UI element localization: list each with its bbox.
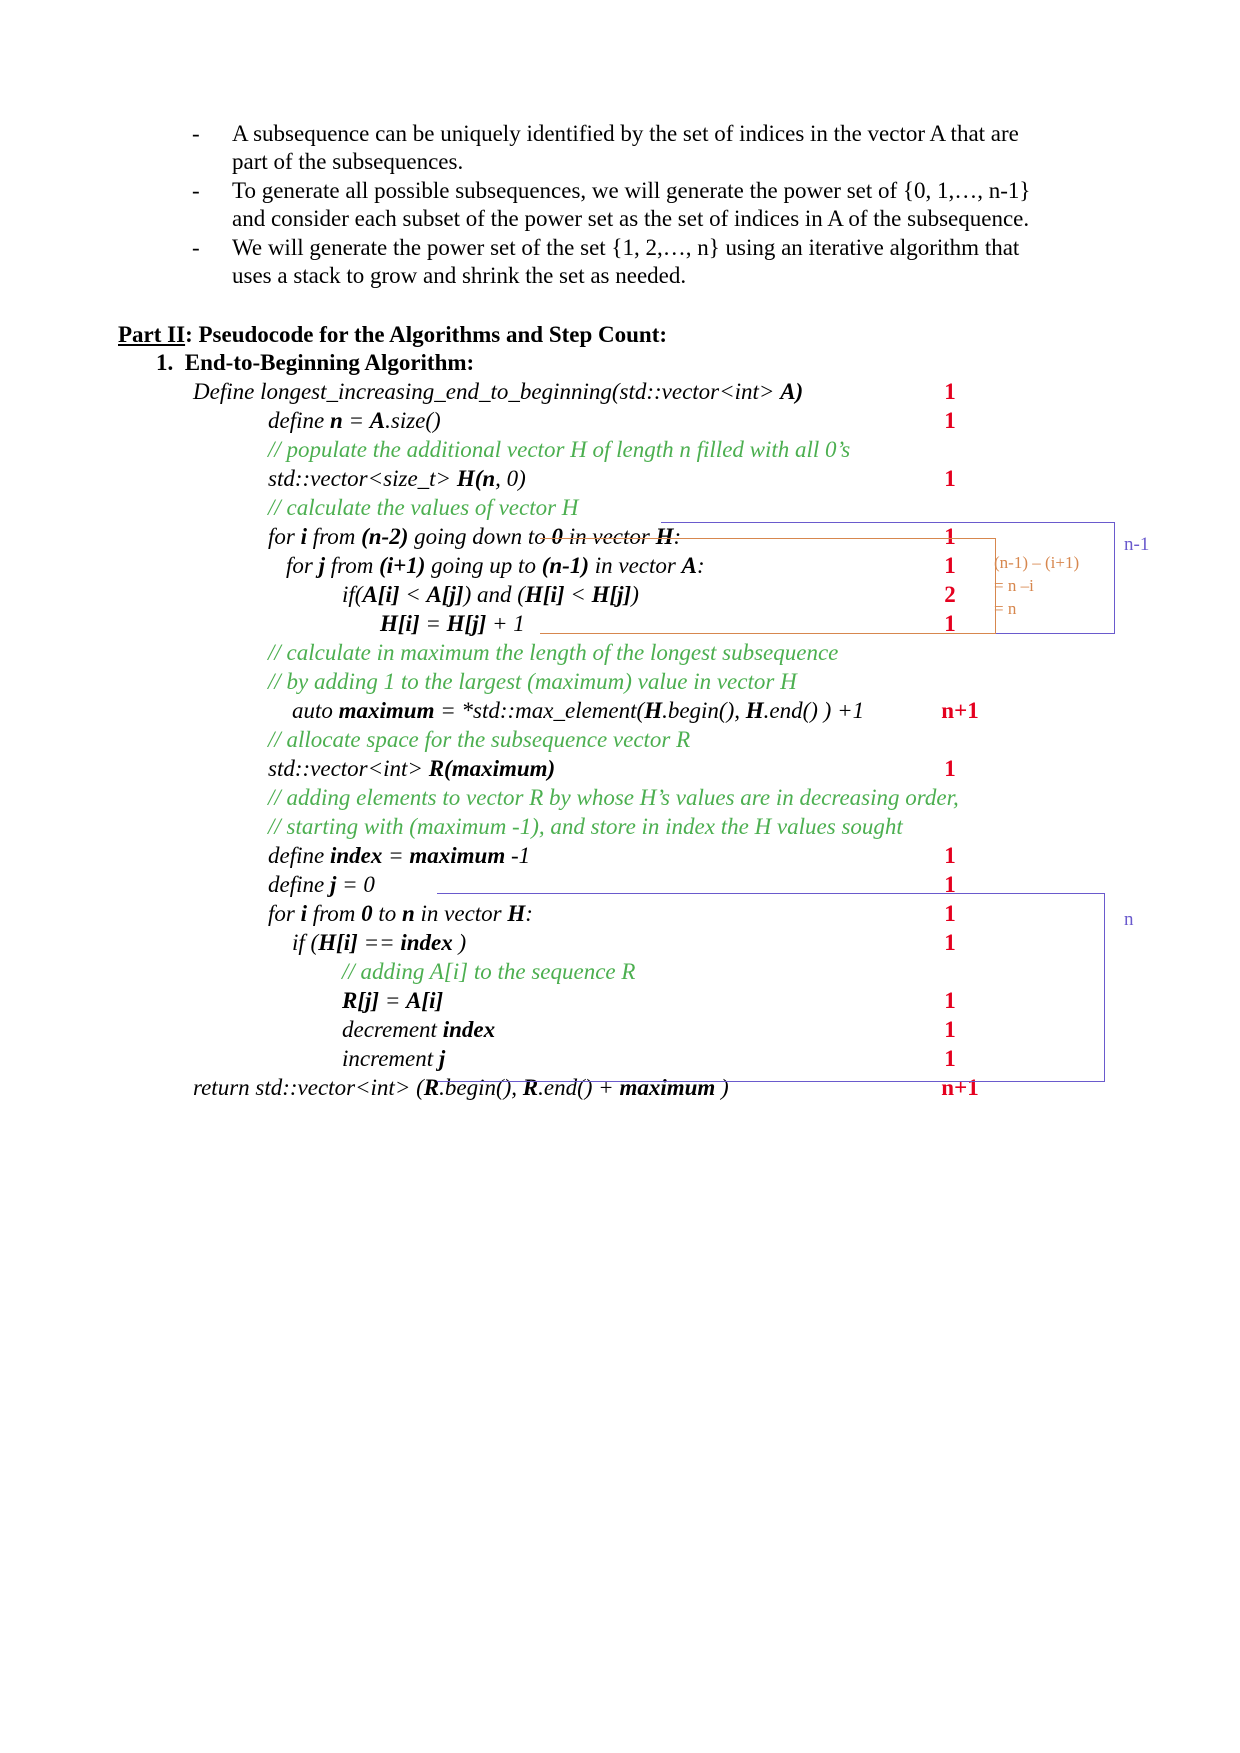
- code-decrement: decrement index: [342, 1017, 496, 1042]
- code-define-index: define index = maximum -1: [268, 843, 531, 868]
- comment-adding-2: // starting with (maximum -1), and store in index the H values sought: [268, 814, 903, 839]
- second-loop-annotation: n: [1124, 909, 1134, 930]
- code-define-j: define j = 0: [268, 872, 375, 897]
- code-vector-R: std::vector<int> R(maximum): [268, 756, 556, 781]
- code-for-j: for j from (i+1) going up to (n-1) in vector A:: [286, 553, 705, 578]
- bullet-marker: -: [192, 235, 200, 260]
- comment-calc-H: // calculate the values of vector H: [268, 495, 579, 520]
- subsection-number: 1.: [156, 350, 174, 375]
- step-count: 1: [944, 988, 956, 1013]
- code-return: return std::vector<int> (R.begin(), R.end() + maximum ): [193, 1075, 729, 1100]
- bullet-2-line-2: and consider each subset of the power set as the set of indices in A of the subsequence.: [232, 206, 1030, 231]
- step-count: 1: [944, 379, 956, 404]
- comment-calc-max-2: // by adding 1 to the largest (maximum) value in vector H: [268, 669, 797, 694]
- step-count: 1: [944, 611, 956, 636]
- step-count: 1: [944, 1017, 956, 1042]
- code-if-H: if (H[i] == index ): [292, 930, 467, 955]
- subsection-title: End-to-Beginning Algorithm:: [184, 350, 475, 375]
- section-heading: [118, 322, 667, 348]
- step-count: n+1: [941, 698, 979, 723]
- step-count: n+1: [941, 1075, 979, 1100]
- step-count: 1: [944, 872, 956, 897]
- comment-allocate: // allocate space for the subsequence vector R: [268, 727, 691, 752]
- section-part: Part II: [118, 322, 186, 347]
- function-signature: Define longest_increasing_end_to_beginning(std::vector<int> A): [193, 379, 804, 404]
- bullet-2-line-1: To generate all possible subsequences, we will generate the power set of {0, 1,…, n-1}: [232, 178, 1031, 203]
- second-loop-box: [437, 893, 1105, 1082]
- code-for-i-2: for i from 0 to n in vector H:: [268, 901, 533, 926]
- step-count: 1: [944, 1046, 956, 1071]
- inner-loop-annotation-3: = n: [994, 599, 1017, 618]
- outer-loop-annotation: n-1: [1124, 534, 1150, 555]
- bullet-3-line-1: We will generate the power set of the set {1, 2,…, n} using an iterative algorithm that: [232, 235, 1020, 260]
- comment-calc-max-1: // calculate in maximum the length of the longest subsequence: [268, 640, 839, 665]
- step-count: 2: [944, 582, 956, 607]
- step-count: 1: [944, 930, 956, 955]
- section-title: : Pseudocode for the Algorithms and Step Count:: [185, 322, 668, 347]
- step-count: 1: [944, 553, 956, 578]
- code-increment: increment j: [342, 1046, 446, 1071]
- inner-loop-annotation-2: = n –i: [994, 576, 1034, 595]
- step-count: 1: [944, 408, 956, 433]
- bullet-marker: -: [192, 178, 200, 203]
- code-for-i: for i from (n-2) going down to 0 in vector H:: [268, 524, 682, 549]
- comment-adding-A: // adding A[i] to the sequence R: [342, 959, 636, 984]
- inner-loop-annotation-1: (n-1) – (i+1): [994, 553, 1080, 572]
- step-count: 1: [944, 524, 956, 549]
- code-vector-H: std::vector<size_t> H(n, 0): [268, 466, 526, 491]
- inner-loop-box: [540, 538, 996, 634]
- code-if: if(A[i] < A[j]) and (H[i] < H[j]): [342, 582, 639, 607]
- bullet-1-line-2: part of the subsequences.: [232, 149, 464, 174]
- step-count: 1: [944, 901, 956, 926]
- code-define-n: define n = A.size(): [268, 408, 441, 433]
- comment-adding-1: // adding elements to vector R by whose H’s values are in decreasing order,: [268, 785, 959, 810]
- bullet-3-line-2: uses a stack to grow and shrink the set as needed.: [232, 263, 687, 288]
- bullet-marker: -: [192, 121, 200, 146]
- code-R-assign: R[j] = A[i]: [342, 988, 444, 1013]
- step-count: 1: [944, 756, 956, 781]
- code-auto-maximum: auto maximum = *std::max_element(H.begin(), H.end() ) +1: [292, 698, 865, 723]
- subsection-heading: [156, 350, 474, 376]
- comment-populate: // populate the additional vector H of length n filled with all 0’s: [268, 437, 851, 462]
- code-assign-H: H[i] = H[j] + 1: [380, 611, 525, 636]
- step-count: 1: [944, 843, 956, 868]
- step-count: 1: [944, 466, 956, 491]
- bullet-1-line-1: A subsequence can be uniquely identified by the set of indices in the vector A that are: [232, 121, 1019, 146]
